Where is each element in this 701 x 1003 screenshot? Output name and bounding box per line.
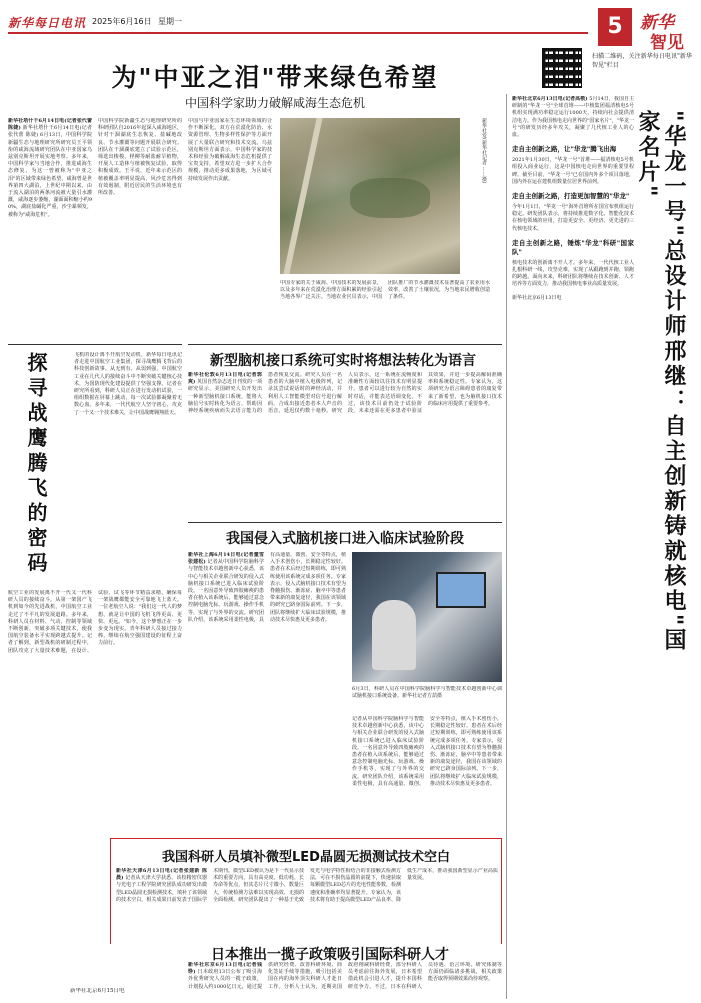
issue-date: 2025年6月16日	[92, 17, 152, 26]
left-feature-sidebar: 飞机的设计离不开航空发动机，新华每日电讯记者走进中国航空工业集团，探寻战鹰腾飞背后的科技创新故事。从无到有、从弱到强，中国航空工业在几代人的接续奋斗中不断突破关键核心技术，为国防现代化建设提供了坚强支撑。记者在研究所看到，科研人员正在进行发动机试验，一组组数据在屏幕上跳动，每一次试验都凝聚着无数心血。多年来，一代代航空人坚守初心，攻克了一个又一个技术难关，让中国战鹰翱翔蓝天。	[74, 352, 182, 416]
japan-dateline: 新华社东京6月13日电(记者钱铮)	[188, 962, 262, 976]
lead-col-3: 中国与中亚国家在生态环境领域的合作不断深化。双方在荒漠化防治、水资源管理、生物多样性保护等方面开展了大量联合研究和技术交流。乌兹别克斯坦方面表示，中国科学家的技术和经验为破解咸海生态危机提供了宝贵支持，希望双方进一步扩大合作规模，推动更多成果落地，为区域可持续发展作出贡献。	[188, 118, 272, 182]
right-col-sub1: 走自主创新之路，让"华龙"腾飞出海	[512, 145, 617, 154]
lead-col-1	[8, 118, 92, 340]
paper-name: 新华每日电讯	[8, 16, 87, 30]
qr-note: 扫描二维码，关注新华每日电讯"新华智见"栏目	[592, 53, 692, 69]
led-body-text: 记者从天津大学获悉，该校精密仪器与光电子工程学院研究团队成功研发出微型LED晶圆无损检测技术，填补了该领域的技术空白，相关成果日前发表于国际学术期刊。微型LED被认为是下一代显示技术的重要方向，具有高亮度、低功耗、长寿命等优点，但其芯片尺寸微小、数量巨大，传统检测方法难以实现高效、无损的全面检测。研究团队提出了一种基于光致发光与电学特性相结合的非接触式检测方法，可在不损伤晶圆的前提下，快速获取每颗微型LED芯片的光电性能参数，检测速度和准确率均显著提升。专家认为，该技术将有助于提高微型LED产品良率、降低生产成本，推动我国新型显示产业高质量发展。	[116, 868, 498, 903]
lead-photo-caption	[462, 118, 488, 274]
bci-body-text: 英国自然杂志近日刊发的一项研究显示，美国研究人员开发出一种新型脑机接口系统，能将大脑信号实时转化为语言，帮助因神经系统疾病而失去语言能力的患者恢复交流。研究人员在一名患者的大脑中植入电极阵列，记录其尝试说话时的神经活动，并利用人工智能模型对信号进行解码，合成出接近患者本人声音的语音，延迟仅约数十毫秒。研究人员表示，这一系统在流畅度和准确性方面较以往技术有明显提升，患者可以进行较为自然的实时对话，并能表达语调变化。不过，该技术目前仍处于试验阶段，未来还需在更多患者中验证其效果，并进一步提高解码准确率和系统稳定性。专家认为，这项研究为语言障碍患者的康复带来了新希望，也为脑机接口技术的临床应用提供了重要参考。	[188, 372, 502, 415]
bci-trial-caption: 6月3日，科研人员在中国科学院脑科学与智能技术卓越创新中心调试脑机接口系统设备。新华社记者方喆摄	[352, 686, 502, 700]
bci-trial-body	[188, 552, 346, 836]
column-brand-1: 新华	[640, 13, 674, 33]
lead-col-1-text: 新华社塔什干6月14日电(记者张代蕾 陈婕) 6月13日，中国科学院新疆生态与地理研究所研究员王平领衔的咸海流域研究团队在中亚国家乌兹别克斯坦开展实地考察。多年来，中国科学家与当地合作，推进咸海生态修复，为这一曾被称为"中亚之泪"的区域带来绿色希望。咸海曾是世界第四大湖泊，上世纪中期以来，由于流入湖泊的两条河流被大量引水灌溉，咸海逐步萎缩，湖面面积缩小约90%，湖底盐碱化严重，沙尘暴频发，被称为"咸海危机"。	[8, 125, 92, 218]
bci-trial-body-text: 记者从中国科学院脑科学与智能技术卓越创新中心获悉，该中心与相关企业联合研发的侵入式脑机接口系统已进入临床试验阶段。一名因意外导致四肢瘫痪的患者在植入该系统后，能够通过意念控制电脑光标、玩游戏、操作手机等，实现了与外界的交流。研究团队介绍，该系统采用柔性电极，具有高通量、微创、安全等特点，植入手术创伤小，长期稳定性较好。患者在术后经过短期训练，即可熟练使用该系统完成多项任务。专家表示，侵入式脑机接口技术有望为脊髓损伤、渐冻症、脑卒中等患者带来新的康复途径，我国在该领域的研究已跻身国际前列。下一步，团队将继续扩大临床试验规模，推动技术尽快惠及更多患者。	[188, 552, 346, 623]
right-col-footer: 新华社北京6月13日电	[512, 294, 562, 301]
masthead-rule	[8, 32, 588, 34]
bci-trial-photo	[352, 552, 502, 682]
bci-photo-person	[372, 600, 416, 670]
bci-trial-title: 我国侵入式脑机接口进入临床试验阶段	[226, 531, 464, 547]
left-feature-title: 探寻战鹰腾飞的密码	[24, 352, 48, 577]
left-feature-body: 航空工业的发展离不开一代又一代科研人员的接续奋斗。从第一架国产飞机到如今的先进战机，中国航空工业走过了不平凡的发展道路。多年来，科研人员在材料、气动、控制等领域不断创新，突破多项关键技术，使我国航空装备水平实现跨越式提升。记者了解到，新型战机的研制过程中，团队攻克了大量技术难题，在设计、试验、试飞等环节精益求精，确保每一架战鹰都能安全可靠地飞上蓝天。一位老航空人说："我们这一代人的梦想，就是让中国的飞机飞得更高、更快、更远。"如今，这个梦想正在一步步变为现实。青年科研人员接过接力棒，继续在航空强国建设的征程上奋力前行。	[8, 590, 182, 654]
right-col-body: 5月14日，我国自主研制的"华龙一号"全球首堆——中核集团福清核电5号机组实现满功率稳定运行1000天，持续向社会提供清洁电力。作为我国核电走向世界的"国家名片"，"华龙一号"的研发历经多年攻关，凝聚了几代核工业人的心血。	[512, 96, 634, 139]
right-col-divider	[506, 94, 507, 999]
lead-dateline: 新华社塔什干6月14日电(记者张代蕾 陈婕)	[8, 118, 92, 132]
lead-subtitle: 中国科学家助力破解咸海生态危机	[184, 96, 365, 110]
issue-weekday: 星期一	[158, 17, 182, 26]
bci-photo-screen	[436, 572, 486, 608]
left-feature-rule	[8, 344, 182, 345]
japan-title: 日本推出一揽子政策吸引国际科研人才	[110, 944, 550, 964]
right-col-sub3: 走自主创新之路，锤炼"华龙"科研"国家队"	[512, 238, 634, 256]
bci-dateline: 新华社伦敦6月13日电(记者郭爽)	[188, 372, 262, 386]
lead-photo-field	[350, 178, 430, 218]
right-col-sub1-text: 2021年1月30日，"华龙一号"首堆——福清核电5号机组投入商业运行，这是中国核电走向世界的重要里程碑。截至目前，"华龙一号"已在国内外多个项目落地，国内外在运在建机组数量位居世界前列。	[512, 157, 634, 185]
lead-photo	[280, 118, 460, 274]
right-vertical-title: "华龙一号"总设计师邢继：自主创新铸就核电"国家名片"	[635, 110, 686, 654]
bci-trial-body-2-text: 记者从中国科学院脑科学与智能技术卓越创新中心获悉，该中心与相关企业联合研发的侵入式脑机接口系统已进入临床试验阶段。一名因意外导致四肢瘫痪的患者在植入该系统后，能够通过意念控制电脑光标、玩游戏、操作手机等，实现了与外界的交流。研究团队介绍，该系统采用柔性电极，具有高通量、微创、安全等特点，植入手术创伤小，长期稳定性较好。患者在术后经过短期训练，即可熟练使用该系统完成多项任务。专家表示，侵入式脑机接口技术有望为脊髓损伤、渐冻症、脑卒中等患者带来新的康复途径，我国在该领域的研究已跻身国际前列。下一步，团队将继续扩大临床试验规模，推动技术尽快惠及更多患者。	[352, 716, 502, 787]
page-number-box	[598, 8, 632, 46]
qr-code-icon	[542, 48, 582, 88]
bci-body	[188, 372, 502, 518]
right-col-text	[512, 96, 634, 996]
right-col-dateline: 新华社北京6月13日电(记者高敬)	[512, 96, 588, 102]
bci-trial-rule	[188, 522, 502, 523]
right-col-sub2: 走自主创新之路，打造更加智慧的"华龙"	[512, 192, 630, 201]
bci-trial-dateline: 新华社上海6月14日电(记者董雪 张建松)	[188, 552, 264, 566]
lead-title: 为"中亚之泪"带来绿色希望	[111, 63, 439, 92]
bci-title: 新型脑机接口系统可实时将想法转化为语言	[210, 353, 476, 369]
right-col-sub3-text: 核电技术的创新离不开人才。多年来，一代代核工业人扎根科研一线，攻坚克难，实现了从跟跑到并跑、领跑的跨越。面向未来，科研团队将继续在技术创新、人才培养等方面发力，推动我国核电事业高质量发展。	[512, 259, 634, 288]
left-feature-footer: 新华社北京6月15日电	[70, 988, 125, 994]
lead-col-2: 中国科学院新疆生态与地理研究所的科研团队自2016年起深入咸海地区，针对干涸湖底生态恢复、盐碱地改良、节水灌溉等问题开展联合研究。团队在干涸湖底建立了试验示范区，筛选出梭梭、柽柳等耐盐耐旱植物，开展人工造林与植被恢复试验，取得积极成效。王平说，近年来示范区的植被覆盖率明显提高，风沙危害得到有效遏制，附近居民的生活环境也有所改善。	[98, 118, 182, 197]
led-body	[116, 868, 498, 942]
japan-body	[188, 962, 502, 1000]
lead-photo-caption-text: 新华社发(新华社记者 ……摄)	[481, 118, 487, 184]
led-dateline: 新华社天津6月13日电(记者张建新 陈晨)	[116, 868, 207, 882]
bci-trial-body-2	[352, 716, 502, 836]
lead-photo-road	[283, 118, 322, 274]
column-brand-2: 智见	[650, 33, 684, 53]
bci-rule	[188, 344, 502, 345]
page-number: 5	[607, 14, 623, 39]
right-col-sub2-text: 今年1月1日，"华龙一号"海外首堆所在国宣布机组运行稳定。研发团队表示，将持续推进数字化、智能化技术在核电领域的应用，打造更安全、更经济、更先进的三代核电技术。	[512, 204, 634, 232]
japan-body-text: 日本政府13日公布了吸引海外优秀研究人员的一揽子政策，计划投入约1000亿日元，通过提供研究经费、改善科研环境、简化签证手续等措施，吸引包括美国在内的海外顶尖科研人才赴日工作。分析人士认为，近期美国政府削减科研经费，部分科研人员考虑前往海外发展，日本希望借此机会引进人才，提升本国科研竞争力。不过，日本在科研人员待遇、语言环境、研究体制等方面仍面临诸多挑战，相关政策能否取得预期效果尚待观察。	[188, 962, 502, 990]
lead-col-4: 中国专家的关于咸海、中国技术的发展前景，以及多年来在荒漠化治理方面积累的经验引起当地各界广泛关注。当地农业官员表示，中国团队推广的节水灌溉技术显著提高了农业用水效率，改善了土壤状况，为当地农民增收创造了条件。	[280, 280, 490, 301]
led-title: 我国科研人员填补微型LED晶圆无损测试技术空白	[162, 850, 450, 865]
